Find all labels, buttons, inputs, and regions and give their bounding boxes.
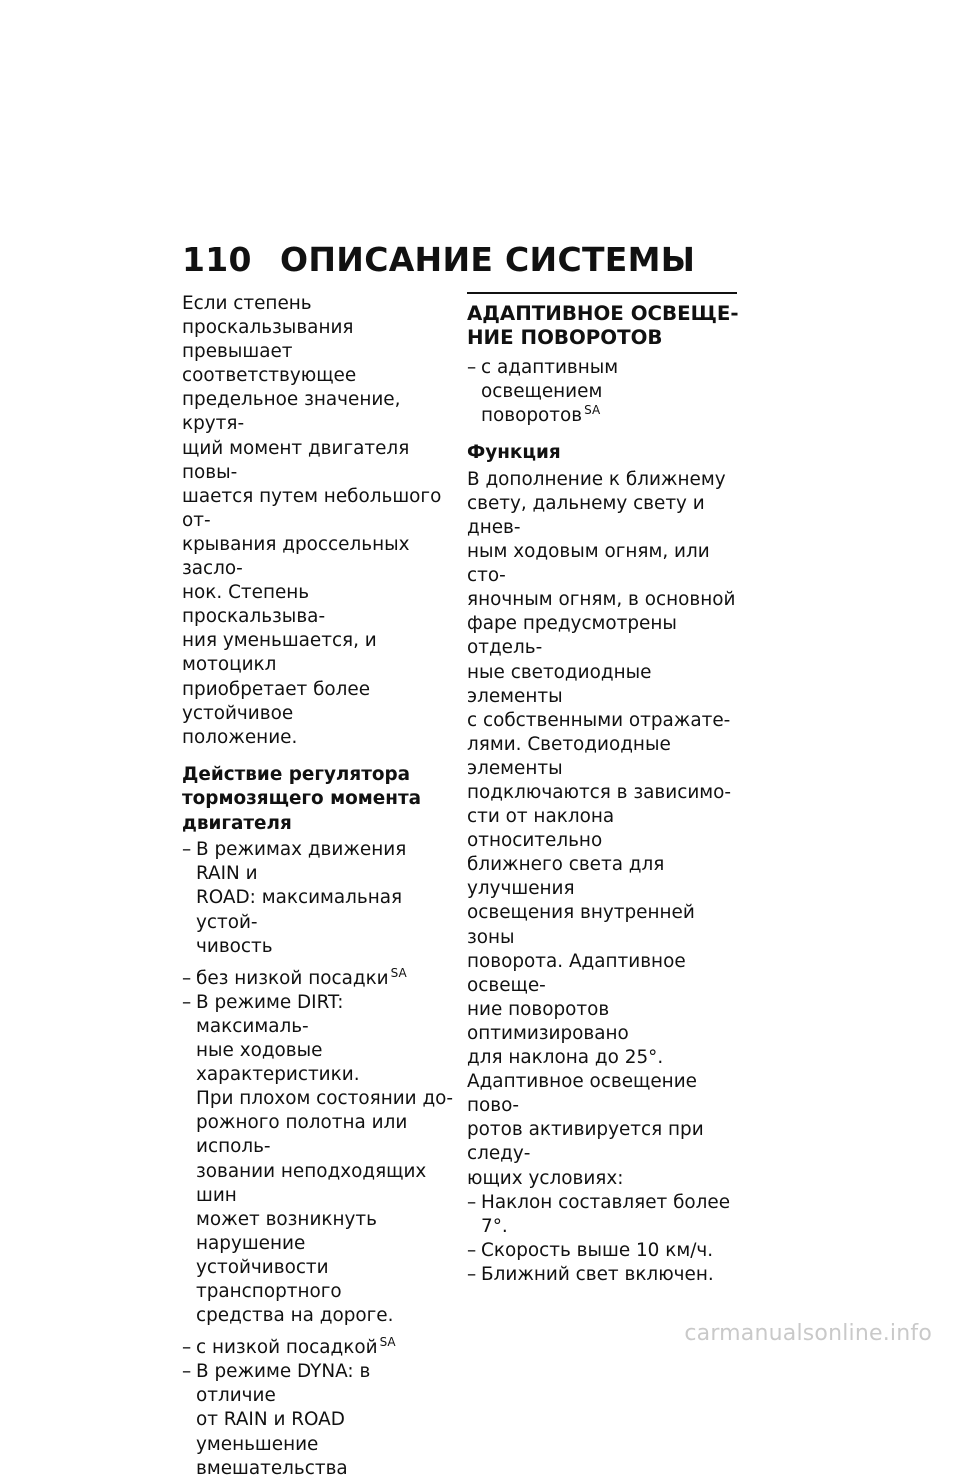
text-line: подключаются в зависимо- bbox=[467, 782, 732, 803]
text-line: ротов активируется при следу- bbox=[467, 1119, 704, 1165]
condition-item: – Скорость выше 10 км/ч. bbox=[467, 1239, 743, 1263]
text-line: фаре предусмотрены отдель- bbox=[467, 613, 677, 659]
text-line: – В режимах движения RAIN и bbox=[196, 839, 407, 885]
subhead-line: тормозящего момента bbox=[182, 788, 422, 810]
text-line: с низкой посадкой bbox=[196, 1337, 378, 1359]
list-item-dyna bbox=[182, 1360, 454, 1480]
text-line: шается путем небольшого от- bbox=[182, 485, 442, 531]
text-line: ния уменьшается, и мотоцикл bbox=[182, 630, 377, 676]
text-line: Адаптивное освещение пово- bbox=[467, 1071, 697, 1117]
text-line: ближнего света для улучшения bbox=[467, 854, 665, 900]
text-line: с собственными отражате- bbox=[467, 709, 731, 731]
function-subheading: Функция bbox=[467, 442, 561, 464]
text-line: может возникнуть нарушение bbox=[196, 1208, 377, 1254]
text-line: – В режиме DYNA: в отличие bbox=[196, 1361, 371, 1407]
text-line: поворота. Адаптивное освеще- bbox=[467, 950, 686, 996]
text-line: крывания дроссельных засло- bbox=[182, 533, 410, 580]
condition-item: – Наклон составляет более 7°. bbox=[467, 1191, 743, 1239]
engine-brake-subheading bbox=[182, 763, 454, 837]
text-line: нок. Степень проскальзыва- bbox=[182, 582, 326, 628]
text-line: рожного полотна или исполь- bbox=[196, 1112, 408, 1158]
right-column bbox=[467, 292, 743, 1287]
section-title bbox=[467, 302, 743, 350]
text-line: щий момент двигателя повы- bbox=[182, 437, 410, 483]
text-line: приобретает более устойчивое bbox=[182, 678, 371, 724]
text-line: яночным огням, в основной bbox=[467, 589, 736, 611]
text-line: ющих условиях: bbox=[467, 1167, 624, 1189]
text-line: лями. Светодиодные элементы bbox=[467, 733, 671, 779]
subhead-line: двигателя bbox=[182, 812, 292, 834]
left-column bbox=[182, 292, 454, 1481]
text-line: ные светодиодные элементы bbox=[467, 661, 652, 707]
list-item-adaptive-option bbox=[467, 356, 743, 428]
section-divider bbox=[467, 292, 737, 294]
text-line: устойчивости транспортного bbox=[196, 1256, 342, 1302]
intro-paragraph bbox=[182, 292, 454, 750]
option-marker: SA bbox=[584, 403, 601, 418]
watermark: carmanualsonline.info bbox=[684, 1321, 932, 1346]
text-line: для наклона до 25°. bbox=[467, 1047, 664, 1069]
option-marker: SA bbox=[390, 965, 407, 980]
text-line: В дополнение к ближнему bbox=[467, 468, 726, 490]
text-line: Если степень проскальзывания bbox=[182, 293, 354, 339]
text-line: чивость bbox=[196, 935, 273, 957]
subhead-line: Действие регулятора bbox=[182, 763, 411, 785]
title-line: АДАПТИВНОЕ ОСВЕЩЕ- bbox=[467, 302, 739, 325]
text-line: ные ходовые характеристики. bbox=[196, 1040, 360, 1086]
text-line: сти от наклона относительно bbox=[467, 806, 615, 852]
text-line: ROAD: максимальная устой- bbox=[196, 887, 403, 933]
text-line: без низкой посадки bbox=[196, 967, 389, 989]
text-line: превышает соответствующее bbox=[182, 341, 357, 387]
text-line: освещения внутренней зоны bbox=[467, 902, 695, 948]
text-line: средства на дороге. bbox=[196, 1305, 394, 1327]
text-line: При плохом состоянии до- bbox=[196, 1088, 454, 1110]
list-item-low-seat bbox=[182, 1336, 454, 1360]
page-number: 110 bbox=[182, 240, 252, 279]
text-line: зовании неподходящих шин bbox=[196, 1160, 427, 1206]
list-item-rain-road bbox=[182, 838, 454, 958]
text-line: ным ходовым огням, или сто- bbox=[467, 541, 710, 587]
page-header bbox=[182, 240, 695, 284]
text-line: положение. bbox=[182, 726, 298, 748]
text-line: от RAIN и ROAD уменьшение bbox=[196, 1409, 345, 1455]
condition-item: – Ближний свет включен. bbox=[467, 1263, 743, 1287]
text-line: свету, дальнему свету и днев- bbox=[467, 492, 705, 538]
text-line: – В режиме DIRT: максималь- bbox=[196, 991, 344, 1037]
list-item-dirt bbox=[182, 991, 454, 1328]
text-line: поворотов bbox=[481, 405, 583, 427]
chapter-title: ОПИСАНИЕ СИСТЕМЫ bbox=[280, 240, 696, 279]
list-item-no-low-seat bbox=[182, 967, 454, 991]
option-marker: SA bbox=[379, 1335, 396, 1350]
text-line: вмешательства bbox=[196, 1457, 348, 1479]
text-line: ние поворотов оптимизировано bbox=[467, 998, 629, 1044]
text-line: – с адаптивным освещением bbox=[481, 357, 619, 403]
text-line: предельное значение, крутя- bbox=[182, 389, 401, 435]
function-paragraph bbox=[467, 468, 743, 1191]
title-line: НИЕ ПОВОРОТОВ bbox=[467, 326, 663, 349]
